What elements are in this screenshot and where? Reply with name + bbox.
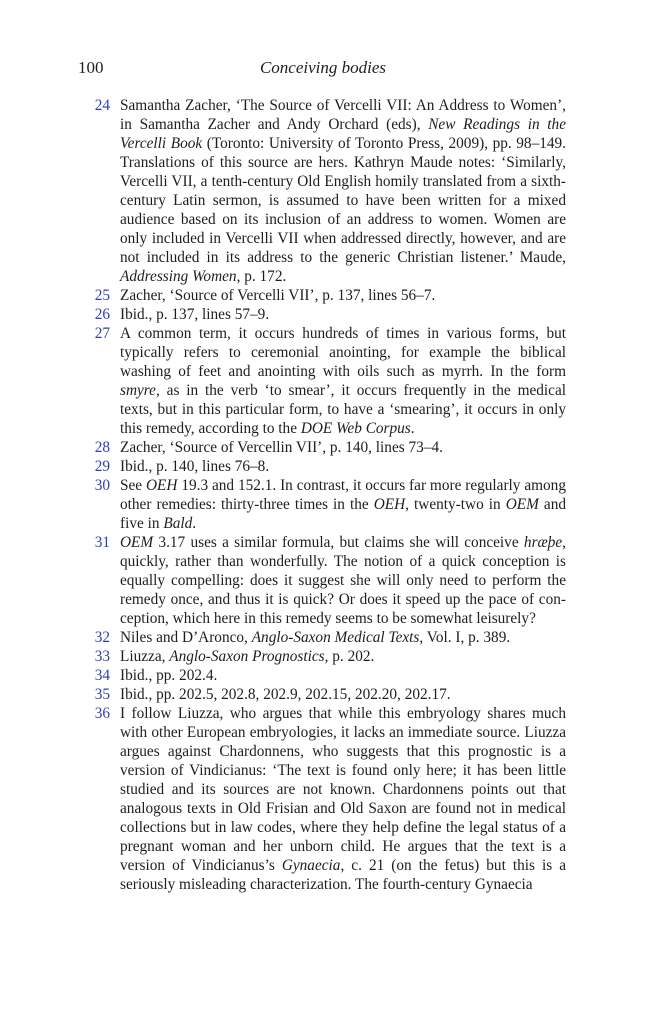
endnote-27 [78,324,566,438]
endnote-36 [78,704,566,894]
endnote-text [120,306,269,323]
endnote-text [120,686,451,703]
text-run: Ibid., pp. 202.4. [120,667,218,684]
italic-text: smyre [120,382,156,399]
endnote-number[interactable]: 33 [94,648,110,665]
endnote-text [120,629,510,646]
endnote-24 [78,96,566,286]
endnote-33 [78,647,566,666]
endnote-text [120,287,435,304]
endnote-number[interactable]: 28 [94,439,110,456]
endnote-number[interactable]: 25 [94,287,110,304]
italic-text: Bald [163,515,193,532]
endnote-number[interactable]: 36 [94,705,110,722]
endnote-29 [78,457,566,476]
italic-text: hræþe [523,534,563,551]
text-run: , as in the verb ‘to smear’, it occurs frequently in the medical texts, but in this particular form, to have a ‘smearing’, it occurs in only this remedy, according to the [120,382,566,437]
text-run: (Toronto: University of Toronto Press, 2009), pp. 98–149. Translations of this source are hers. Kathryn Maude notes: ‘Similarly, Vercelli VII, a tenth-century Old English homily translated from a sixth-century Latin sermon, is assumed to have been written for a mixed audience based on its inclusion of an address to women. Women are only included in Vercelli VII when addressed directly, however, and are not included in its address to the generic Christian listener.’ Maude, [120,135,566,266]
endnote-text [120,648,374,665]
text-run: , twenty-two in [405,496,506,513]
text-run: . [410,420,415,437]
endnote-text [120,325,566,437]
endnote-25 [78,286,566,305]
italic-text: Anglo-Saxon Medical Texts [251,629,420,646]
italic-text: Gynaecia [281,857,341,874]
text-run: , p. 172. [236,268,287,285]
endnote-number[interactable]: 26 [94,306,110,323]
text-run: Ibid., p. 140, lines 76–8. [120,458,270,475]
endnote-text [120,477,566,532]
text-run: Niles and D’Aronco, [120,629,252,646]
endnote-number[interactable]: 32 [94,629,110,646]
text-run: Ibid., pp. 202.5, 202.8, 202.9, 202.15, 202.20, 202.17. [120,686,451,703]
endnote-32 [78,628,566,647]
endnote-28 [78,438,566,457]
text-run: , quickly, rather than wonderfully. The notion of a quick conception is equally compelling: does it suggest she will only need to perform the remedy once, and thus it is quick? Or does it speed up the pace of conception, which here in this remedy seems to be somewhat leisurely? [120,534,566,627]
text-run: 19.3 and 152.1. In contrast, it occurs far more regularly among other remedies: thirty-three times in the [120,477,566,513]
endnote-30 [78,476,566,533]
endnote-35 [78,685,566,704]
text-run: , p. 202. [324,648,375,665]
endnote-number[interactable]: 24 [94,97,110,114]
endnote-number[interactable]: 29 [94,458,110,475]
text-run: and five in [120,496,566,532]
endnote-number[interactable]: 27 [94,325,110,342]
text-run: , Vol. I, p. 389. [419,629,511,646]
text-run: I follow Liuzza, who argues that while this embryology shares much with other European embryologies, it lacks an immediate source. Liuzza argues against Chardonnens, who suggests that this prognostic is a version of Vindicianus: ‘The text is found only here; it has been little studied and its sources are not known. Chardonnens points out that analogous texts in Old Frisian and Old Saxon are found not in medical collections but in law codes, where they help define the legal status of a pregnant woman and her unborn child. He argues that the text is a version of Vindicianus’s [120,705,566,874]
endnote-text [120,667,217,684]
running-head: Conceiving bodies [259,58,387,77]
text-run: , c. 21 (on the fetus) but this is a seriously misleading characterization. The fourth-century Gynaecia [120,857,567,893]
endnote-text [120,705,566,893]
text-run: Samantha Zacher, ‘The Source of Vercelli VII: An Address to Women’, in Samantha Zacher and Andy Orchard (eds), [120,97,566,133]
page-number: 100 [78,58,104,77]
italic-text: OEH [373,496,406,513]
endnote-text [120,458,269,475]
endnote-text [120,439,443,456]
text-run: Zacher, ‘Source of Vercellin VII’, p. 140, lines 73–4. [120,439,443,456]
text-run: See [120,477,146,494]
endnote-number[interactable]: 34 [94,667,110,684]
text-run: . [192,515,197,532]
italic-text: DOE Web Corpus [300,420,411,437]
italic-text: OEH [145,477,178,494]
endnote-31 [78,533,566,628]
italic-text: Addressing Women [120,268,237,285]
italic-text: New Readings in the Vercelli Book [120,116,566,152]
endnote-text [120,534,566,627]
italic-text: OEM [120,534,154,551]
endnote-text [120,97,566,285]
text-run: 3.17 uses a similar formula, but claims she will conceive [153,534,524,551]
endnote-number[interactable]: 35 [94,686,110,703]
endnote-number[interactable]: 30 [94,477,110,494]
italic-text: Anglo-Saxon Prognostics [169,648,325,665]
endnotes-list [78,96,566,894]
italic-text: OEM [505,496,539,513]
page-header [78,57,568,81]
endnote-34 [78,666,566,685]
text-run: Liuzza, [120,648,170,665]
text-run: Zacher, ‘Source of Vercelli VII’, p. 137, lines 56–7. [120,287,436,304]
text-run: A common term, it occurs hundreds of times in various forms, but typically refers to ceremonial anointing, for example the biblical washing of feet and anointing with oils such as myrrh. In the form [120,325,566,380]
endnote-number[interactable]: 31 [94,534,110,551]
text-run: Ibid., p. 137, lines 57–9. [120,306,270,323]
endnote-26 [78,305,566,324]
